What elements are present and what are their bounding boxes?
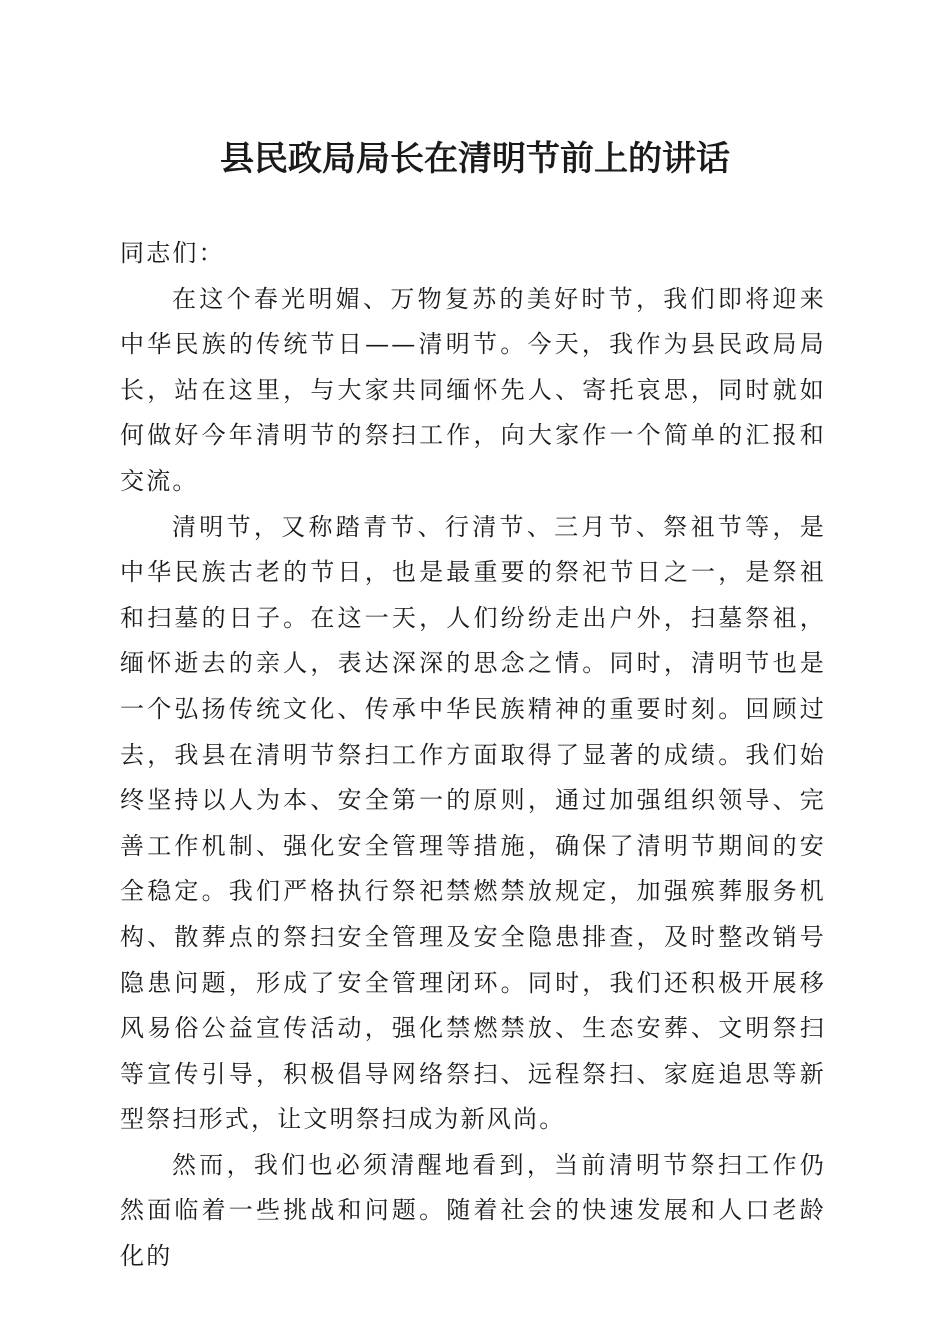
- salutation: 同志们：: [120, 239, 225, 267]
- document-body: [120, 231, 826, 1280]
- document-title: 县民政局局长在清明节前上的讲话: [220, 139, 730, 179]
- paragraph-challenges: 然而，我们也必须清醒地看到，当前清明节祭扫工作仍然面临着一些挑战和问题。随着社会的快速发展和人口老龄化的: [120, 1150, 826, 1271]
- paragraph-intro: 在这个春光明媚、万物复苏的美好时节，我们即将迎来中华民族的传统节日——清明节。今天，我作为县民政局局长，站在这里，与大家共同缅怀先人、寄托哀思，同时就如何做好今年清明节的祭扫工作，向大家作一个简单的汇报和交流。: [120, 284, 826, 495]
- paragraph-history: 清明节，又称踏青节、行清节、三月节、祭祖节等，是中华民族古老的节日，也是最重要的祭祀节日之一，是祭祖和扫墓的日子。在这一天，人们纷纷走出户外，扫墓祭祖，缅怀逝去的亲人，表达深深的思念之情。同时，清明节也是一个弘扬传统文化、传承中华民族精神的重要时刻。回顾过去，我县在清明节祭扫工作方面取得了显著的成绩。我们始终坚持以人为本、安全第一的原则，通过加强组织领导、完善工作机制、强化安全管理等措施，确保了清明节期间的安全稳定。我们严格执行祭祀禁燃禁放规定，加强殡葬服务机构、散葬点的祭扫安全管理及安全隐患排查，及时整改销号隐患问题，形成了安全管理闭环。同时，我们还积极开展移风易俗公益宣传活动，强化禁燃禁放、生态安葬、文明祭扫等宣传引导，积极倡导网络祭扫、远程祭扫、家庭追思等新型祭扫形式，让文明祭扫成为新风尚。: [120, 512, 826, 1134]
